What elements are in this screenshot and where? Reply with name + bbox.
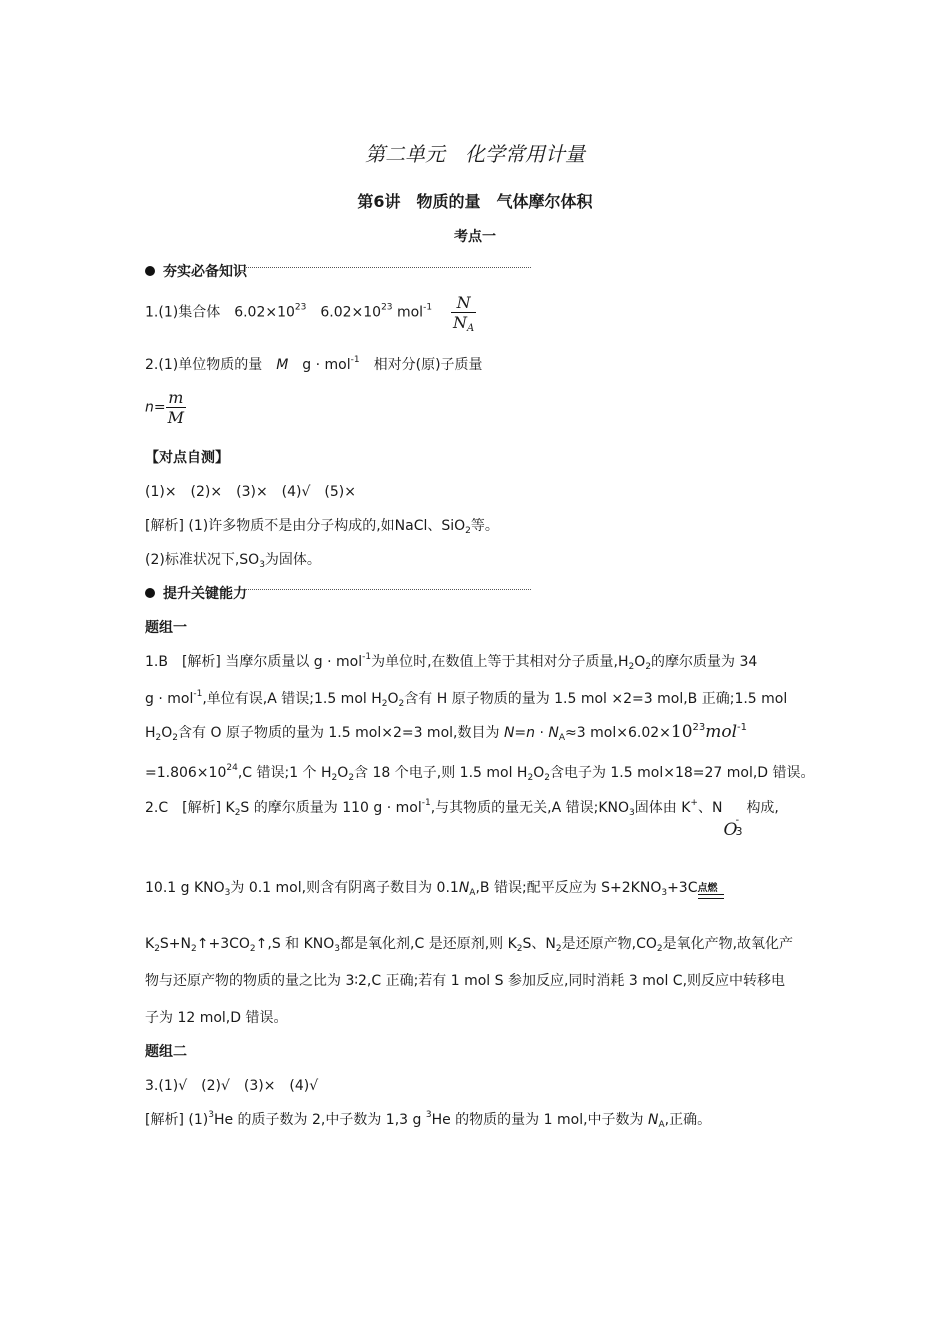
section-heading-basic: 夯实必备知识 bbox=[145, 261, 247, 281]
q2-line-5: 子为 12 mol,D 错误。 bbox=[145, 1010, 288, 1026]
section-divider bbox=[246, 267, 531, 268]
q2-line-2: 10.1 g $KNO_3$为 0.1 mol,则含有阴离子数目为 $0.1N_A,B$ 错误;配平反应为 $S+2KNO_3+3C$ 点燃 bbox=[145, 877, 724, 897]
section-heading-ability: 提升关键能力 bbox=[145, 583, 247, 603]
answer-line-2: 2.(1)单位物质的量 M g · mol$^{-1}$ 相对分(原)子质量 bbox=[145, 355, 483, 373]
q1-line-2: g · mol$^{-1}$,单位有误,A 错误;1.5 mol $H_2O_2$含有 H 原子物质的量为 1.5 mol ×2=3 mol,B 正确;1.5 mol bbox=[145, 689, 788, 709]
bullet-icon bbox=[145, 266, 155, 276]
q3-answers: 3.(1)√ (2)√ (3)× (4)√ bbox=[145, 1078, 319, 1094]
lesson-title: 第6讲 物质的量 气体摩尔体积 bbox=[357, 192, 593, 211]
analysis-line-1: [解析] (1)许多物质不是由分子构成的,如NaCl、SiO$_2$等。 bbox=[145, 518, 499, 536]
group-1-title: 题组一 bbox=[145, 620, 187, 636]
analysis-line-2: (2)标准状况下$,SO_3$为固体。 bbox=[145, 552, 321, 570]
q1-line-1: 1.B [解析] 当摩尔质量以 g · mol$^{-1}$为单位时,在数值上等于其相对分子质量$,H_2O_2$的摩尔质量为 34 bbox=[145, 652, 758, 672]
q1-line-4: $=1.806\times 10^{24},C$ 错误;1 个 $H_2O_2$含 18 个电子,则 1.5 mol $H_2O_2$含电子为 1.5 mol×18=27 mol,D 错误。 bbox=[145, 763, 815, 783]
fraction-n-over-na: $\frac{N}{N_A}$ bbox=[452, 293, 475, 334]
formula-n-equals-m-over-M: n= $\frac{m}{M}$ bbox=[145, 388, 184, 427]
q2-line-3: $K_2S+N_2↑+3CO_2↑,S$ 和 $KNO_3$都是氧化剂,C 是还原剂,则 $K_2S$、$N_2$是还原产物$,CO_2$是氧化产物,故氧化产 bbox=[145, 936, 794, 954]
q1-line-3: $H_2O_2$含有 O 原子物质的量为 1.5 mol×2=3 mol,数目为 $N=n \cdot N_A\approx 3$ $mol\times 6.02\times 10^{23}mol^{-1}$ bbox=[145, 722, 748, 743]
unit-title: 第二单元 化学常用计量 bbox=[365, 142, 585, 166]
point-title: 考点一 bbox=[454, 229, 496, 245]
answer-line-1: 1.(1)集合体 $6.02\times 10^{23}$ $6.02\times 10^{23}$ mol$^{-1}$ $\frac{N}{N_A}$ bbox=[145, 293, 475, 334]
q2-line-4: 物与还原产物的物质的量之比为 3∶2,C 正确;若有 1 mol S 参加反应,同时消耗 3 mol C,则反应中转移电 bbox=[145, 973, 786, 989]
bullet-icon bbox=[145, 588, 155, 598]
self-test-answers: (1)× (2)× (3)× (4)√ (5)× bbox=[145, 484, 356, 500]
q2-line-1: 2.C [解析] $K_2S$ 的摩尔质量为 110 g · mol$^{-1}$,与其物质的量无关,A 错误$;KNO_3$固体由 K+、N O 3 - 构成, bbox=[145, 798, 779, 840]
q3-analysis: [解析] $(1)^3He$ 的质子数为 2,中子数为 1,3 g $^3$He 的物质的量为 1 mol,中子数为 $N_A$,正确。 bbox=[145, 1110, 712, 1130]
self-test-title: 【对点自测】 bbox=[145, 450, 229, 466]
section-divider bbox=[246, 589, 531, 590]
group-2-title: 题组二 bbox=[145, 1044, 187, 1060]
